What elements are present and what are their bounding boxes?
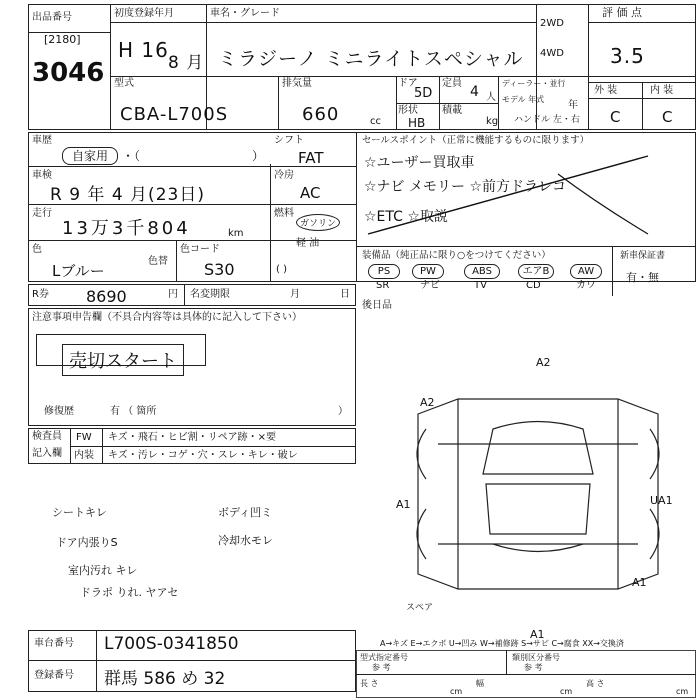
inspector-label: 検査員 (32, 431, 62, 442)
inspector-label-2: 記入欄 (32, 448, 62, 459)
divider (642, 82, 643, 130)
spec-cm-1: cm (450, 687, 463, 696)
ac-label: 冷房 (274, 170, 294, 181)
divider (270, 164, 271, 282)
fw-items: キズ・飛石・ヒビ割・リペア跡・×要 (108, 432, 276, 443)
day-label: 日 (340, 289, 350, 300)
model-year-unit: 年 (568, 100, 578, 111)
exterior-value: C (610, 108, 621, 126)
capacity-value: 4 (470, 84, 479, 100)
spec-cm-3: cm (676, 687, 689, 696)
sales-point-label: セールスポイント（正常に機能するものに限ります） (362, 135, 590, 146)
divider (96, 630, 97, 692)
inspector-note-2: ドア内張りS (56, 536, 118, 549)
equip-airbag: エアB (518, 264, 554, 279)
load-unit: kg (486, 116, 499, 127)
divider (110, 76, 696, 77)
door-value: 5D (414, 86, 433, 101)
interior-value: C (662, 108, 673, 126)
displacement-label: 排気量 (282, 78, 312, 89)
mark-a2-top: A2 (536, 356, 551, 369)
divider (28, 660, 356, 661)
sales-point-line-2: ☆ナビ メモリー ☆前方ドラレコ (364, 179, 567, 195)
sales-point-line-3: ☆ETC ☆取説 (364, 209, 448, 225)
plate-label: 登録番号 (34, 670, 74, 681)
equip-sr: SR (376, 280, 390, 291)
divider (176, 240, 177, 282)
inspector-note-1: シートキレ (52, 506, 107, 519)
recycle-value: 8690 (86, 287, 127, 306)
chassis-value: L700S-0341850 (104, 634, 239, 654)
drive-4wd: 4WD (540, 48, 564, 59)
equip-abs: ABS (464, 264, 500, 279)
cross-out-mark (358, 144, 658, 244)
divider (278, 76, 279, 130)
inspection-label: 車検 (32, 170, 52, 181)
mileage-value: 13万3千804 (62, 218, 191, 239)
lot-number: 3046 (32, 58, 105, 88)
recycle-label: R券 (32, 289, 49, 300)
handle-label: ハンドル 左・右 (514, 115, 580, 125)
sales-point-line-1: ☆ユーザー買取車 (364, 155, 475, 171)
later-docs-label: 後日品 (362, 300, 392, 311)
notes-stamp: 売切スタート (62, 344, 184, 376)
divider (356, 246, 696, 247)
exterior-label: 外 装 (594, 85, 618, 96)
mark-a1-left: A1 (396, 498, 411, 511)
equipment-label: 装備品（純正品に限り○をつけてください） (362, 250, 551, 261)
fuel-paren: ( ) (276, 264, 287, 275)
interior-label: 内 装 (650, 85, 674, 96)
registration-expiry-label: 名変期限 (190, 289, 230, 300)
color-code-label: 色コード (180, 244, 220, 255)
repair-close: ） (338, 406, 348, 417)
shape-label: 形状 (398, 105, 418, 116)
inspector-note-5: ボディ凹ミ (218, 506, 273, 519)
divider (588, 22, 696, 23)
divider (70, 446, 356, 447)
divider (506, 650, 507, 674)
divider (536, 4, 537, 130)
grade-label: 評 価 点 (602, 6, 642, 19)
equip-ps: PS (368, 264, 400, 279)
repair-label: 修復歴 (44, 406, 74, 417)
mark-a1-right: A1 (632, 576, 647, 589)
equip-navi: ナビ (420, 280, 440, 291)
fuel-diesel: 軽 油 (296, 238, 320, 249)
divider (356, 674, 696, 675)
model-label: 車名・グレード (210, 8, 280, 19)
capacity-label: 定員 (442, 78, 462, 89)
shape-value: HB (408, 116, 426, 130)
mileage-unit: km (228, 228, 244, 239)
warranty-label: 新車保証書 (620, 251, 666, 261)
fuel-label: 燃料 (274, 208, 294, 219)
capacity-unit: 人 (486, 92, 496, 103)
displacement-unit: cc (370, 116, 381, 127)
displacement-value: 660 (302, 104, 340, 125)
mark-a1-bottom: A1 (530, 628, 545, 641)
inspector-note-6: 冷却水モレ (218, 534, 273, 547)
usage-close: ） (252, 149, 265, 163)
auction-sheet (28, 4, 696, 698)
spec-length: 長 さ (360, 679, 379, 688)
equip-pw: PW (412, 264, 444, 279)
spec-width: 幅 (476, 679, 484, 688)
lot-sub: [2180] (44, 33, 81, 46)
divider (498, 76, 499, 130)
spec-label-3: 類別区分番号 (512, 653, 560, 662)
damage-legend: A→キズ E→エクボ U→凹み W→補修跡 S→サビ C→腐食 XX→交換済 (380, 639, 624, 648)
notes-label: 注意事項申告欄（不具合内容等は具体的に記入して下さい） (32, 312, 302, 323)
color-value: Lブルー (52, 262, 105, 280)
shift-label: シフト (274, 135, 304, 146)
repair-value: 有 （ 箇所 (110, 406, 157, 417)
interior-check-label: 内装 (74, 450, 94, 461)
plate-value: 群馬 586 め 32 (104, 669, 226, 689)
month-label: 月 (290, 289, 300, 300)
inspector-note-3: 室内汚れ キレ (68, 564, 138, 577)
type-label: 型式 (114, 78, 134, 89)
door-label: ドア (398, 78, 418, 89)
load-label: 積載 (442, 105, 462, 116)
fw-label: FW (76, 432, 92, 443)
color-label: 色 (32, 244, 42, 255)
mileage-label: 走行 (32, 208, 52, 219)
drive-2wd: 2WD (540, 18, 564, 29)
fuel-gasoline: ガソリン (296, 214, 340, 231)
color-code-value: S30 (204, 260, 235, 279)
divider (110, 22, 536, 23)
shift-value: FAT (298, 149, 324, 167)
mark-a2-left: A2 (420, 396, 435, 409)
warranty-value: 有・無 (626, 271, 659, 284)
first-reg-month: 8 月 (168, 53, 205, 73)
color-change-label: 色替 (148, 256, 168, 267)
divider (184, 284, 185, 306)
mark-spare: スペア (406, 603, 434, 613)
recycle-unit: 円 (168, 289, 178, 300)
grade-value: 3.5 (610, 44, 645, 68)
usage-label: 車歴 (32, 135, 52, 146)
chassis-label: 車台番号 (34, 638, 74, 649)
spec-label-2: 参 考 (372, 663, 391, 672)
first-reg-year: H 16 (118, 38, 169, 62)
usage-paren: ・（ (122, 149, 141, 163)
type-value: CBA-L700S (120, 104, 229, 125)
divider (356, 132, 357, 282)
spec-label-4: 参 考 (524, 663, 543, 672)
equip-cd: CD (526, 280, 541, 291)
interior-items: キズ・汚レ・コゲ・穴・スレ・キレ・破レ (108, 450, 298, 461)
spec-label-1: 型式指定番号 (360, 653, 408, 662)
mark-ua1-right: UA1 (650, 494, 673, 507)
inspector-note-4: ドラポ りれ. ヤアセ (80, 586, 179, 599)
first-reg-label: 初度登録年月 (114, 8, 174, 19)
equip-aw: AW (570, 264, 602, 279)
model-value: ミラジーノ ミニライトスペシャル (218, 48, 524, 70)
spec-height: 高 さ (586, 679, 605, 688)
usage-value: 自家用 (62, 147, 118, 165)
dealer-label: ディーラー・並行 (502, 79, 566, 88)
divider (396, 103, 439, 104)
equip-leather: カワ (576, 280, 596, 291)
inspection-value: R 9 年 4 月(23日) (50, 185, 205, 205)
ac-value: AC (300, 184, 321, 202)
divider (612, 246, 613, 296)
spec-cm-2: cm (560, 687, 573, 696)
lot-no-label: 出品番号 (32, 12, 72, 23)
model-year-label: モデル 年式 (502, 95, 545, 104)
equip-tv: TV (474, 280, 487, 291)
